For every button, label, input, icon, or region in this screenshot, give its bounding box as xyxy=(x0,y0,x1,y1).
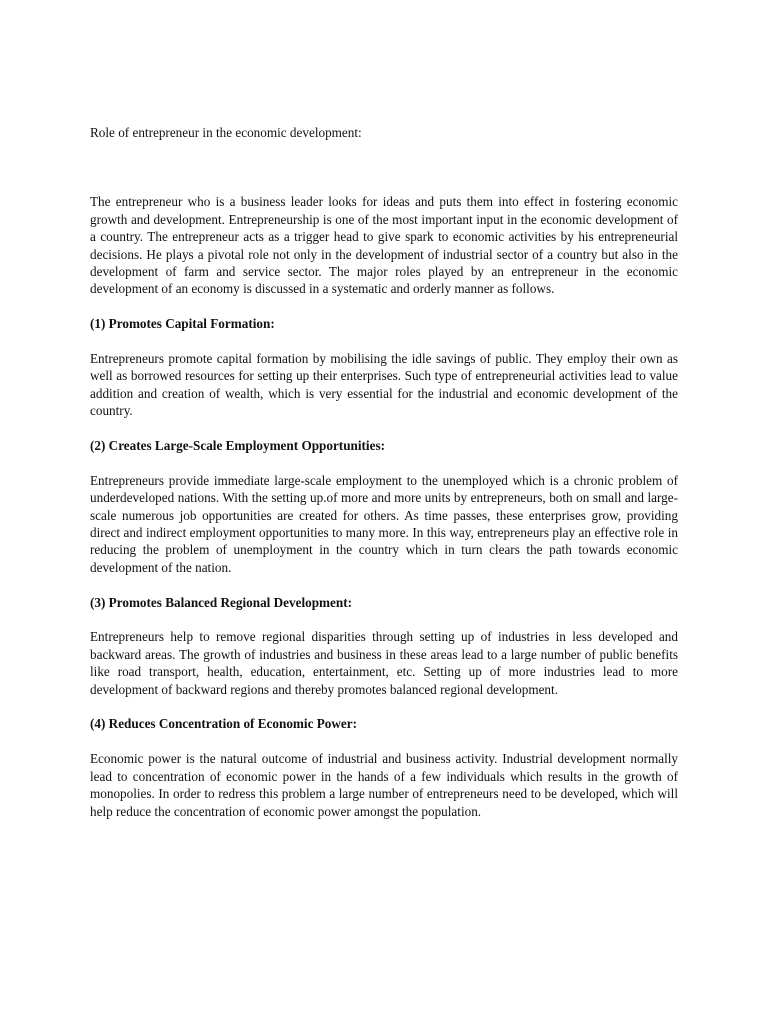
section-body-employment: Entrepreneurs provide immediate large-scale employment to the unemployed which is a chronic problem of underdeveloped nations. With the setting up.of more and more units by entrepreneurs, both on small and large-scale numerous job opportunities are created for others. As time passes, these enterprises grow, providing direct and indirect employment opportunities to many more. In this way, entrepreneurs play an effective role in reducing the problem of unemployment in the country which in turn clears the path towards economic development of the nation. xyxy=(90,472,678,575)
section-heading-capital-formation: (1) Promotes Capital Formation: xyxy=(90,316,275,332)
document-body xyxy=(90,124,678,837)
section-heading-economic-power: (4) Reduces Concentration of Economic Power: xyxy=(90,716,357,732)
section-heading-employment: (2) Creates Large-Scale Employment Opportunities: xyxy=(90,438,385,454)
document-title: Role of entrepreneur in the economic development: xyxy=(90,125,362,140)
section-heading-regional-development: (3) Promotes Balanced Regional Development: xyxy=(90,594,352,610)
section-body-economic-power: Economic power is the natural outcome of industrial and business activity. Industrial development normally lead to concentration of economic power in the hands of a few individuals which results in the growth of monopolies. In order to redress this problem a large number of entrepreneurs need to be developed, which will help reduce the concentration of economic power amongst the population. xyxy=(90,751,678,819)
section-body-capital-formation: Entrepreneurs promote capital formation by mobilising the idle savings of public. They employ their own as well as borrowed resources for setting up their enterprises. Such type of entrepreneurial activities lead to value addition and creation of wealth, which is very essential for the industrial and economic development of the country. xyxy=(90,351,678,419)
section-body-regional-development: Entrepreneurs help to remove regional disparities through setting up of industries in less developed and backward areas. The growth of industries and business in these areas lead to a large number of public benefits like road transport, health, education, entertainment, etc. Setting up of more industries lead to more development of backward regions and thereby promotes balanced regional development. xyxy=(90,629,678,697)
intro-paragraph: The entrepreneur who is a business leader looks for ideas and puts them into effect in fostering economic growth and development. Entrepreneurship is one of the most important input in the economic development of a country. The entrepreneur acts as a trigger head to give spark to economic activities by his entrepreneurial decisions. He plays a pivotal role not only in the development of industrial sector of a country but also in the development of farm and service sector. The major roles played by an entrepreneur in the economic development of an economy is discussed in a systematic and orderly manner as follows. xyxy=(90,194,678,297)
